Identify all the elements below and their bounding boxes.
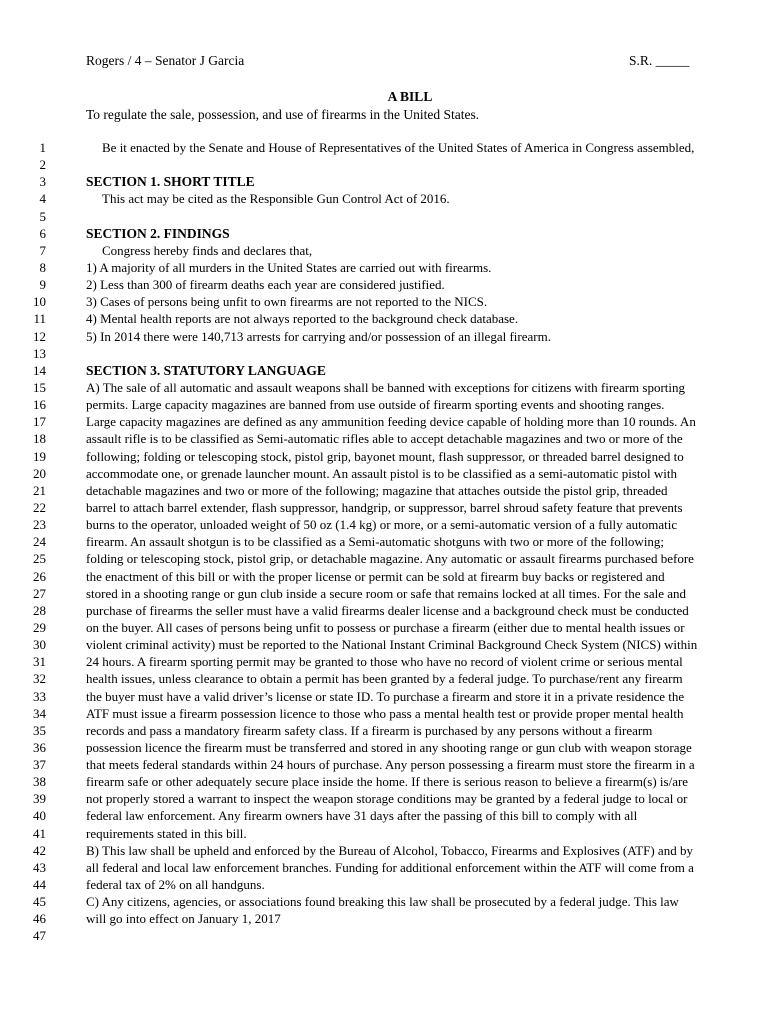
document-line xyxy=(0,482,768,499)
document-line xyxy=(0,739,768,756)
document-line xyxy=(0,190,768,207)
line-number: 47 xyxy=(33,928,46,944)
document-line xyxy=(0,396,768,413)
line-text: following; folding or telescoping stock, pistol grip, bayonet mount, flash suppressor, or threaded barrel designed to xyxy=(86,448,684,464)
line-number: 2 xyxy=(39,157,46,173)
bill-subtitle: To regulate the sale, possession, and use of firearms in the United States. xyxy=(86,107,480,122)
document-line xyxy=(0,773,768,790)
line-number: 6 xyxy=(39,225,46,241)
line-text: the enactment of this bill or with the proper license or permit can be sold at firearm buy backs or registered and xyxy=(86,568,665,584)
line-number: 22 xyxy=(33,499,46,515)
line-number: 39 xyxy=(33,791,46,807)
line-text: all federal and local law enforcement branches. Funding for additional enforcement within the ATF will come from a xyxy=(86,859,694,875)
line-text: firearm safe or other adequately secure place inside the home. If there is serious reason to believe a firearm(s) is/are xyxy=(86,774,689,790)
document-line xyxy=(0,688,768,705)
document-line xyxy=(0,636,768,653)
line-number: 38 xyxy=(33,774,46,790)
line-number: 25 xyxy=(33,551,46,567)
document-line xyxy=(0,293,768,310)
document-line xyxy=(0,807,768,824)
line-number: 45 xyxy=(33,894,46,910)
line-number: 35 xyxy=(33,722,46,738)
line-number: 28 xyxy=(33,602,46,618)
line-number: 29 xyxy=(33,619,46,635)
line-text: health issues, unless clearance to obtain a permit has been granted by a federal judge. To purchase/rent any firearm xyxy=(86,671,683,687)
line-text: 3) Cases of persons being unfit to own firearms are not reported to the NICS. xyxy=(86,294,488,310)
line-text: records and pass a mandatory firearm safety class. If a firearm is purchased by any persons without a firearm xyxy=(86,722,653,738)
line-number: 15 xyxy=(33,379,46,395)
document-line xyxy=(0,927,768,944)
line-text: assault rifle is to be classified as Semi-automatic rifles able to accept detachable magazines and two or more of the xyxy=(86,431,683,447)
line-text: accommodate one, or grenade launcher mount. An assault pistol is to be classified as a semi-automatic pistol with xyxy=(86,465,677,481)
document-line xyxy=(0,876,768,893)
document-line xyxy=(0,225,768,242)
document-line xyxy=(0,173,768,190)
header-bill-number: S.R. _____ xyxy=(629,53,690,68)
line-text: violent criminal activity) must be reported to the National Instant Criminal Background Check System (NICS) within xyxy=(86,637,698,653)
line-text: federal law enforcement. Any firearm owners have 31 days after the passing of this bill to comply with all xyxy=(86,808,638,824)
line-number: 33 xyxy=(33,688,46,704)
line-text: This act may be cited as the Responsible Gun Control Act of 2016. xyxy=(102,191,450,207)
line-number: 32 xyxy=(33,671,46,687)
line-text: permits. Large capacity magazines are banned from use outside of firearm sporting events and shooting ranges. xyxy=(86,397,665,413)
line-number: 18 xyxy=(33,431,46,447)
line-number: 10 xyxy=(33,294,46,310)
document-line xyxy=(0,756,768,773)
line-text: A) The sale of all automatic and assault weapons shall be banned with exceptions for citizens with firearm sporting xyxy=(86,379,686,395)
line-number: 24 xyxy=(33,534,46,550)
header-author: Rogers / 4 – Senator J Garcia xyxy=(86,53,245,68)
line-text: ATF must issue a firearm possession licence to those who pass a mental health test or provide proper mental health xyxy=(86,705,684,721)
document-line xyxy=(0,430,768,447)
line-number: 3 xyxy=(39,174,46,190)
line-number: 9 xyxy=(39,277,46,293)
line-number: 34 xyxy=(33,705,46,721)
line-text: detachable magazines and two or more of the following; magazine that attaches outside the pistol grip, threaded xyxy=(86,482,668,498)
line-number: 11 xyxy=(33,311,46,327)
section-heading: SECTION 2. FINDINGS xyxy=(86,225,230,241)
document-line xyxy=(0,619,768,636)
document-line xyxy=(0,568,768,585)
line-text: purchase of firearms the seller must have a valid firearms dealer license and a background check must be conducted xyxy=(86,602,689,618)
line-number: 26 xyxy=(33,568,46,584)
document-line xyxy=(0,859,768,876)
line-text: 24 hours. A firearm sporting permit may be granted to those who have no record of violent crime or serious mental xyxy=(86,654,683,670)
line-number: 31 xyxy=(33,654,46,670)
line-number: 14 xyxy=(33,362,46,378)
line-number: 4 xyxy=(39,191,46,207)
line-number: 7 xyxy=(39,242,46,258)
line-text: barrel to attach barrel extender, flash suppressor, handgrip, or suppressor, barrel shroud safety feature that prevents xyxy=(86,499,683,515)
document-line xyxy=(0,328,768,345)
line-number: 27 xyxy=(33,585,46,601)
line-text: not properly stored a warrant to inspect the weapon storage conditions may be granted by a federal judge to local or xyxy=(86,791,688,807)
document-line xyxy=(0,208,768,225)
line-number: 8 xyxy=(39,259,46,275)
document-line xyxy=(0,790,768,807)
document-line xyxy=(0,670,768,687)
line-text: that meets federal standards within 24 hours of purchase. Any person possessing a firearm must store the firearm in a xyxy=(86,757,695,773)
document-line xyxy=(0,499,768,516)
line-number: 17 xyxy=(33,414,46,430)
document-line xyxy=(0,910,768,927)
document-line xyxy=(0,825,768,842)
line-text: 1) A majority of all murders in the United States are carried out with firearms. xyxy=(86,259,492,275)
line-number: 1 xyxy=(39,140,46,155)
line-number: 44 xyxy=(33,877,46,893)
line-number: 46 xyxy=(33,911,46,927)
line-text: Be it enacted by the Senate and House of Representatives of the United States of America in Congress assembled, xyxy=(102,140,695,155)
line-text: requirements stated in this bill. xyxy=(86,825,247,841)
section-heading: SECTION 1. SHORT TITLE xyxy=(86,174,255,190)
line-number: 19 xyxy=(33,448,46,464)
line-number: 42 xyxy=(33,842,46,858)
line-number: 23 xyxy=(33,517,46,533)
document-line xyxy=(0,550,768,567)
document-line xyxy=(0,722,768,739)
line-text: stored in a shooting range or gun club inside a secure room or safe that remains locked at all times. For the sale and xyxy=(86,585,686,601)
line-text: possession licence the firearm must be transferred and stored in any shooting range or gun club with weapon storage xyxy=(86,739,692,755)
line-text: Large capacity magazines are defined as any ammunition feeding device capable of holding more than 10 rounds. An xyxy=(86,414,696,430)
line-text: 5) In 2014 there were 140,713 arrests for carrying and/or possession of an illegal firearm. xyxy=(86,328,551,344)
line-number: 36 xyxy=(33,739,46,755)
line-number: 37 xyxy=(33,757,46,773)
line-number: 16 xyxy=(33,397,46,413)
line-text: the buyer must have a valid driver’s license or state ID. To purchase a firearm and store it in a private residence the xyxy=(86,688,685,704)
document-line xyxy=(0,242,768,259)
document-line xyxy=(0,276,768,293)
line-text: firearm. An assault shotgun is to be classified as a Semi-automatic shotguns with two or more of the following; xyxy=(86,534,665,550)
document-line xyxy=(0,516,768,533)
line-number: 12 xyxy=(33,328,46,344)
document-line xyxy=(0,533,768,550)
document-line xyxy=(0,448,768,465)
line-number: 21 xyxy=(33,482,46,498)
line-text: folding or telescoping stock, pistol grip, or detachable magazine. Any automatic or assault firearms purchased before xyxy=(86,551,694,567)
line-text: Congress hereby finds and declares that, xyxy=(102,242,313,258)
line-number: 30 xyxy=(33,637,46,653)
line-number: 41 xyxy=(33,825,46,841)
document-line xyxy=(0,842,768,859)
line-number: 5 xyxy=(39,208,46,224)
section-heading: SECTION 3. STATUTORY LANGUAGE xyxy=(86,362,326,378)
line-text: burns to the operator, unloaded weight of 50 oz (1.4 kg) or more, or a semi-automatic version of a fully automatic xyxy=(86,517,678,533)
line-number: 13 xyxy=(33,345,46,361)
line-number: 43 xyxy=(33,859,46,875)
document-line xyxy=(0,345,768,362)
document-line xyxy=(0,413,768,430)
line-text: B) This law shall be upheld and enforced by the Bureau of Alcohol, Tobacco, Firearms and Explosives (ATF) and by xyxy=(86,842,693,858)
line-text: 2) Less than 300 of firearm deaths each year are considered justified. xyxy=(86,277,445,293)
bill-title: A BILL xyxy=(387,89,433,104)
line-text: 4) Mental health reports are not always reported to the background check database. xyxy=(86,311,519,327)
document-line xyxy=(0,585,768,602)
line-text: C) Any citizens, agencies, or associations found breaking this law shall be prosecuted by a federal judge. This law xyxy=(86,894,679,910)
document-line xyxy=(0,259,768,276)
line-text: federal tax of 2% on all handguns. xyxy=(86,877,265,893)
numbered-lines xyxy=(0,139,768,945)
document-line xyxy=(0,465,768,482)
document-line xyxy=(0,139,768,156)
document-line xyxy=(0,362,768,379)
document-line xyxy=(0,310,768,327)
line-text: on the buyer. All cases of persons being unfit to possess or purchase a firearm (either due to mental health issues or xyxy=(86,619,685,635)
document-line xyxy=(0,705,768,722)
line-text: will go into effect on January 1, 2017 xyxy=(86,911,281,927)
document-line xyxy=(0,379,768,396)
line-number: 20 xyxy=(33,465,46,481)
document-line xyxy=(0,602,768,619)
document-line xyxy=(0,156,768,173)
document-line xyxy=(0,653,768,670)
line-number: 40 xyxy=(33,808,46,824)
document-line xyxy=(0,893,768,910)
